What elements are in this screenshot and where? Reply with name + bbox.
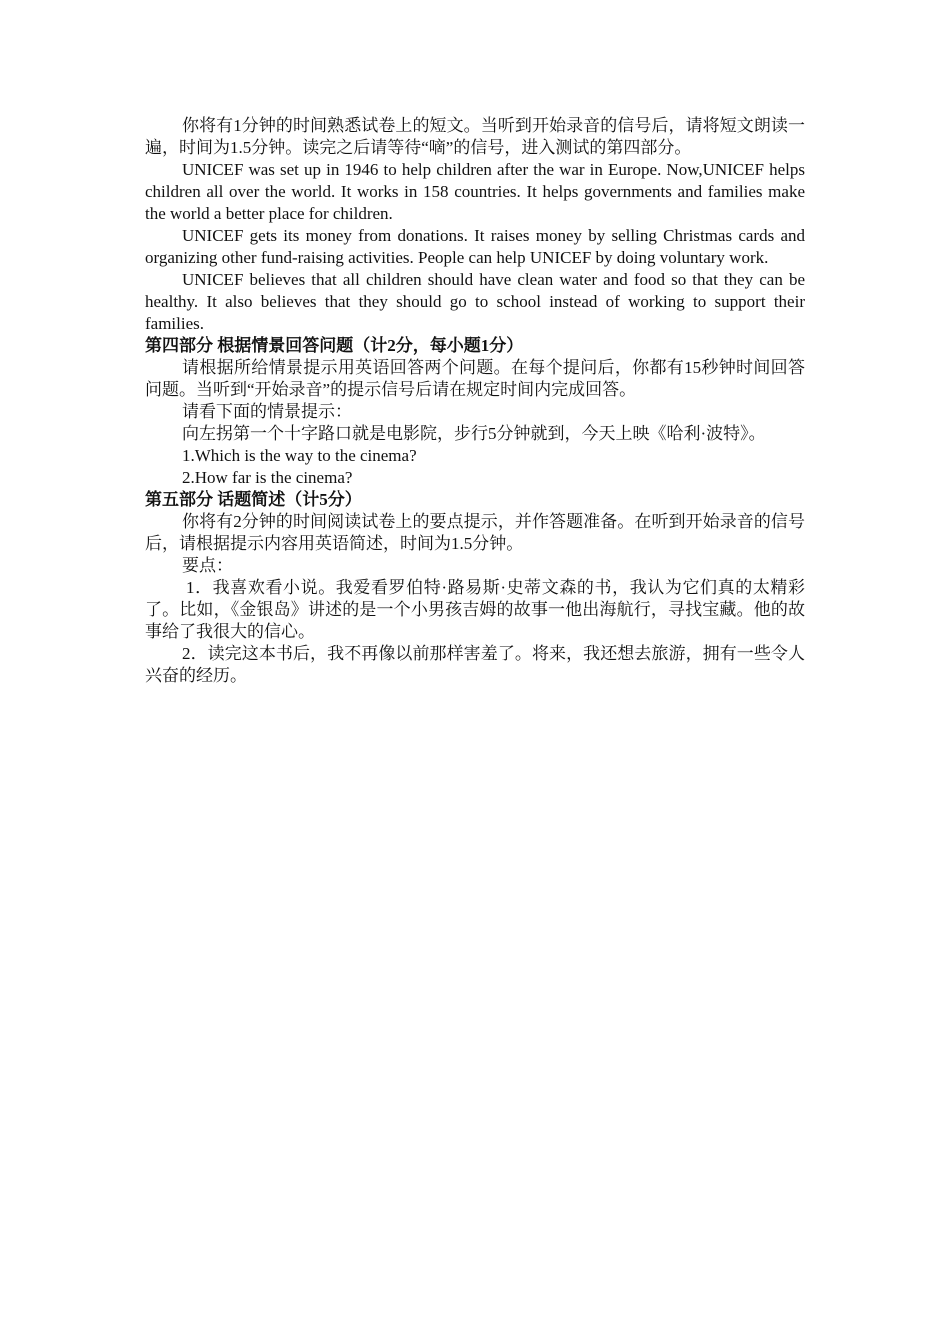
part5-heading: 第五部分 话题简述（计5分） — [145, 490, 362, 509]
part5-point-2: 2．读完这本书后，我不再像以前那样害羞了。将来，我还想去旅游，拥有一些令人兴奋的经历。 — [145, 644, 805, 685]
part4-question-2: 2.How far is the cinema? — [182, 468, 353, 487]
part4-heading: 第四部分 根据情景回答问题（计2分，每小题1分） — [145, 336, 524, 355]
passage-paragraph-3: UNICEF believes that all children should have clean water and food so that they can be healthy. It also believes that they should go to school instead of working to support their families. — [145, 270, 805, 333]
part4-instructions: 请根据所给情景提示用英语回答两个问题。在每个提问后，你都有15秒钟时间回答问题。当听到“开始录音”的提示信号后请在规定时间内完成回答。 — [145, 358, 805, 399]
passage-paragraph-2: UNICEF gets its money from donations. It raises money by selling Christmas cards and organizing other fund-raising activities. People can help UNICEF by doing voluntary work. — [145, 226, 805, 267]
part4-question-1: 1.Which is the way to the cinema? — [182, 446, 417, 465]
document-page — [145, 115, 805, 687]
part5-points-label: 要点： — [182, 556, 233, 575]
part4-prompt-label: 请看下面的情景提示： — [182, 402, 352, 421]
passage-paragraph-1: UNICEF was set up in 1946 to help children after the war in Europe. Now,UNICEF helps children all over the world. It works in 158 countries. It helps governments and families make the world a better place for children. — [145, 160, 805, 223]
part5-instructions: 你将有2分钟的时间阅读试卷上的要点提示，并作答题准备。在听到开始录音的信号后，请根据提示内容用英语简述，时间为1.5分钟。 — [145, 512, 805, 553]
part3-instructions: 你将有1分钟的时间熟悉试卷上的短文。当听到开始录音的信号后，请将短文朗读一遍，时间为1.5分钟。读完之后请等待“嘀”的信号，进入测试的第四部分。 — [145, 116, 805, 157]
part5-point-1: 1．我喜欢看小说。我爱看罗伯特·路易斯·史蒂文森的书，我认为它们真的太精彩了。比如，《金银岛》讲述的是一个小男孩吉姆的故事一他出海航行，寻找宝藏。他的故事给了我很大的信心。 — [145, 578, 805, 641]
part4-scenario: 向左拐第一个十字路口就是电影院，步行5分钟就到，今天上映《哈利·波特》。 — [182, 424, 766, 443]
